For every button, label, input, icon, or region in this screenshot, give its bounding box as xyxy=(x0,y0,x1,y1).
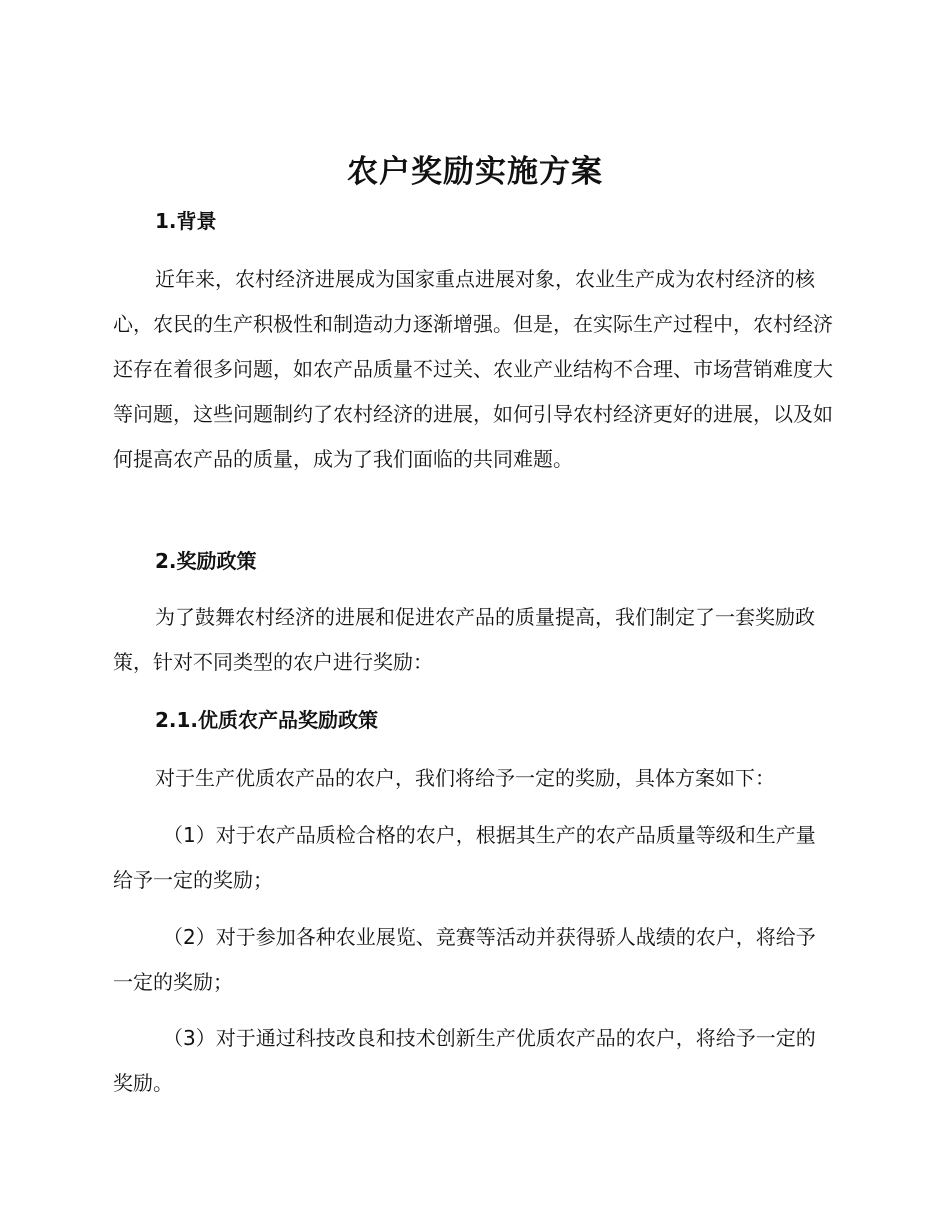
list-item-3: （3）对于通过科技改良和技术创新生产优质农产品的农户，将给予一定的奖励。 xyxy=(113,1026,816,1095)
section-heading-background: 1.背景 xyxy=(155,209,217,233)
list-item-2: （2）对于参加各种农业展览、竞赛等活动并获得骄人战绩的农户，将给予一定的奖励； xyxy=(113,925,816,994)
paragraph-background: 近年来，农村经济进展成为国家重点进展对象，农业生产成为农村经济的核心，农民的生产积极性和制造动力逐渐增强。但是，在实际生产过程中，农村经济还存在着很多问题，如农产品质量不过关、农业产业结构不合理、市场营销难度大等问题，这些问题制约了农村经济的进展，如何引导农村经济更好的进展，以及如何提高农产品的质量，成为了我们面临的共同难题。 xyxy=(113,267,833,471)
document-title: 农户奖励实施方案 xyxy=(347,154,603,190)
paragraph-quality-intro: 对于生产优质农产品的农户，我们将给予一定的奖励，具体方案如下： xyxy=(155,766,775,790)
paragraph-policy: 为了鼓舞农村经济的进展和促进农产品的质量提高，我们制定了一套奖励政策，针对不同类型的农户进行奖励： xyxy=(113,605,815,674)
section-heading-policy: 2.奖励政策 xyxy=(155,549,257,573)
section-heading-quality: 2.1.优质农产品奖励政策 xyxy=(155,708,379,732)
list-item-1: （1）对于农产品质检合格的农户，根据其生产的农产品质量等级和生产量给予一定的奖励； xyxy=(113,823,816,892)
